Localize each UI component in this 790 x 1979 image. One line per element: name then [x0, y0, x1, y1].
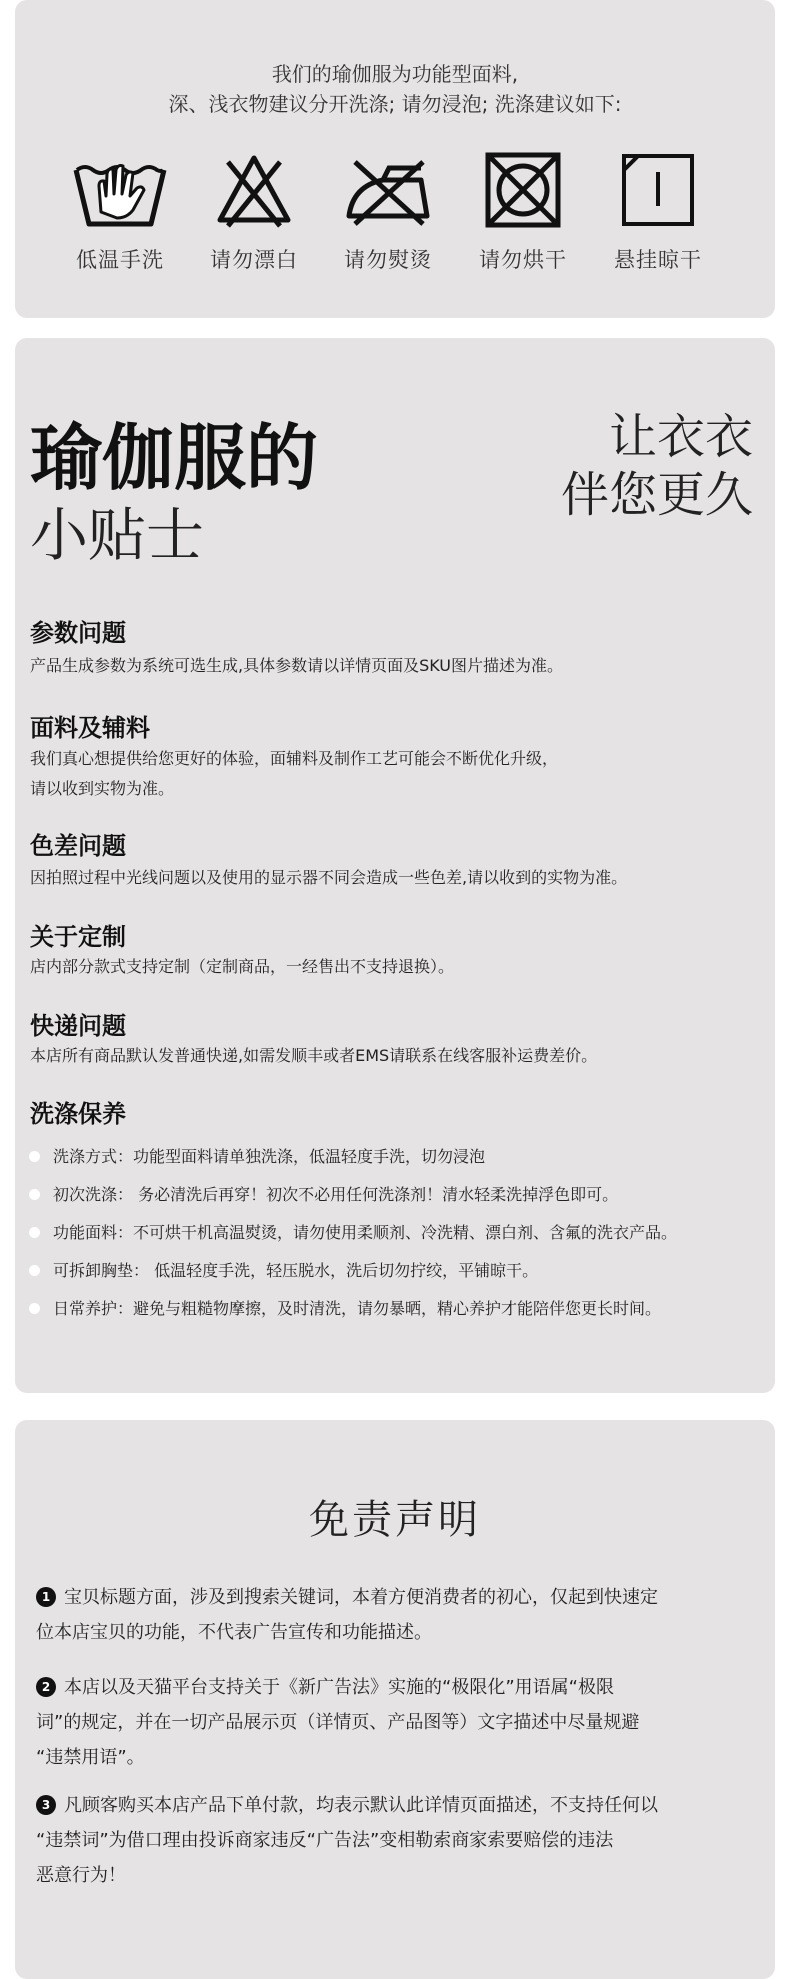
hand-wash-icon: [73, 150, 167, 230]
tips-title: 瑜伽服的: [30, 416, 319, 500]
care-item-hang-dry: [598, 150, 718, 274]
section-heading: 快递问题: [30, 1012, 126, 1040]
bullet-dot: [29, 1189, 40, 1200]
tips-subtitle: 小贴士: [30, 501, 205, 569]
section-text: 请以收到实物为准。: [30, 779, 175, 798]
bullet-dot: [29, 1265, 40, 1276]
care-item-no-bleach: [194, 150, 314, 274]
hang-dry-icon: [618, 150, 698, 230]
disclaimer-title: 免责声明: [309, 1497, 481, 1543]
section-text: 我们真心想提供给您更好的体验，面辅料及制作工艺可能会不断优化升级，: [30, 749, 559, 768]
care-item-hand-wash: [60, 150, 180, 274]
care-label: 悬挂晾干: [614, 248, 702, 272]
care-label: 请勿烘干: [479, 248, 567, 272]
care-item-no-iron: [328, 150, 448, 274]
wash-heading: 洗涤保养: [30, 1100, 126, 1128]
section-heading: 面料及辅料: [30, 714, 150, 742]
section-text: 产品生成参数为系统可选生成,具体参数请以详情页面及SKU图片描述为准。: [30, 656, 564, 675]
section-text: 本店所有商品默认发普通快递,如需发顺丰或者EMS请联系在线客服补运费差价。: [30, 1046, 598, 1065]
care-label: 请勿漂白: [210, 248, 298, 272]
care-intro-line-1: 我们的瑜伽服为功能型面料,: [271, 62, 519, 86]
disclaimer-item: 3 凡顾客购买本店产品下单付款，均表示默认此详情页面描述，不支持任何以 “违禁词”为借口理由投诉商家违反“广告法”变相勒索商家索要赔偿的违法 恶意行为！: [36, 1795, 658, 1886]
no-iron-icon: [343, 150, 433, 230]
care-instructions-card: [15, 0, 775, 318]
section-text: 店内部分款式支持定制（定制商品，一经售出不支持退换）。: [30, 957, 455, 976]
section-heading: 色差问题: [30, 832, 126, 860]
list-item: 功能面料：不可烘干机高温熨烫，请勿使用柔顺剂、冷洗精、漂白剂、含氟的洗衣产品。: [29, 1214, 677, 1252]
bullet-dot: [29, 1303, 40, 1314]
section-heading: 关于定制: [30, 923, 126, 951]
list-item: 初次洗涤： 务必清洗后再穿！初次不必用任何洗涤剂！清水轻柔洗掉浮色即可。: [29, 1176, 677, 1214]
care-item-no-tumble-dry: [463, 150, 583, 274]
no-bleach-icon: [214, 150, 294, 230]
list-item: 可拆卸胸垫： 低温轻度手洗，轻压脱水，洗后切勿拧绞，平铺晾干。: [29, 1252, 677, 1290]
list-item: 洗涤方式：功能型面料请单独洗涤，低温轻度手洗，切勿浸泡: [29, 1138, 677, 1176]
disclaimer-card: [15, 1420, 775, 1979]
list-item: 日常养护：避免与粗糙物摩擦，及时清洗，请勿暴晒，精心养护才能陪伴您更长时间。: [29, 1290, 677, 1328]
section-heading: 参数问题: [30, 619, 126, 647]
number-badge: 3: [36, 1795, 56, 1815]
no-tumble-dry-icon: [483, 150, 563, 230]
section-text: 因拍照过程中光线问题以及使用的显示器不同会造成一些色差,请以收到的实物为准。: [30, 868, 628, 887]
disclaimer-item: 2 本店以及天猫平台支持关于《新广告法》实施的“极限化”用语属“极限 词”的规定，并在一切产品展示页（详情页、产品图等）文字描述中尽量规避 “违禁用语”。: [36, 1677, 640, 1768]
disclaimer-item: 1 宝贝标题方面，涉及到搜索关键词，本着方便消费者的初心，仅起到快速定 位本店宝贝的功能，不代表广告宣传和功能描述。: [36, 1587, 658, 1643]
care-label: 低温手洗: [76, 248, 164, 272]
number-badge: 1: [36, 1587, 56, 1607]
motto-line-2: 伴您更久: [560, 467, 753, 523]
tips-card: [15, 338, 775, 1393]
care-label: 请勿熨烫: [344, 248, 432, 272]
bullet-dot: [29, 1151, 40, 1162]
care-intro-line-2: 深、浅衣物建议分开洗涤; 请勿浸泡; 洗涤建议如下:: [168, 92, 622, 116]
bullet-dot: [29, 1227, 40, 1238]
wash-list: [29, 1138, 677, 1328]
number-badge: 2: [36, 1677, 56, 1697]
motto-line-1: 让衣衣: [608, 409, 753, 465]
